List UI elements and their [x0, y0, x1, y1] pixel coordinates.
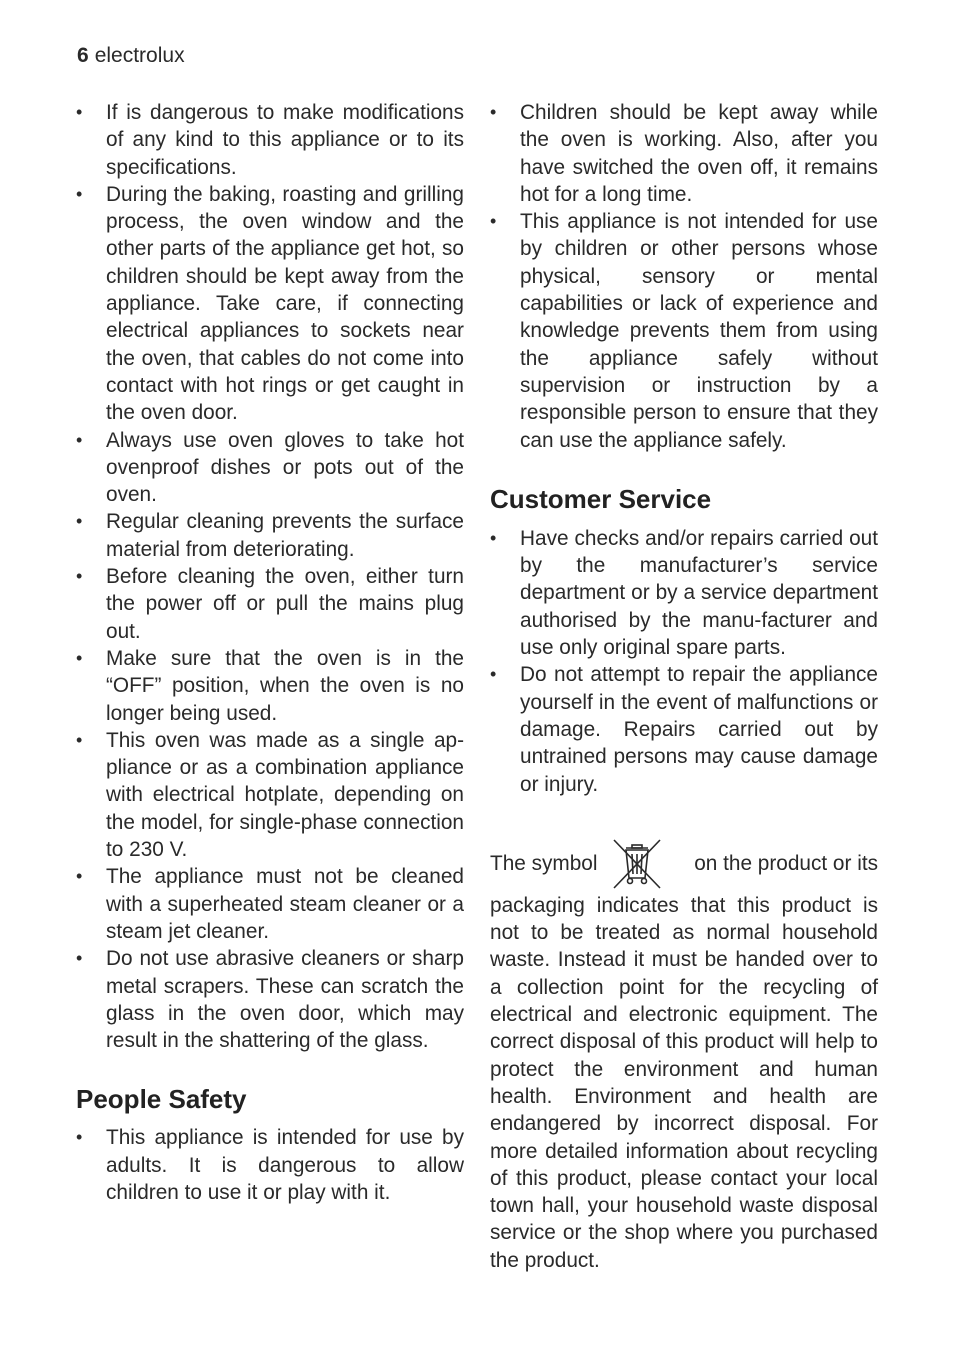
brand-name: electrolux — [94, 44, 185, 67]
list-item: • Have checks and/or repairs carried out by the manufacturer’s service department or by a service department authorised by the manu-facturer and use only original spare parts. — [490, 525, 878, 661]
list-item: • Do not attempt to repair the appliance yourself in the event of malfunctions or damage. Repairs carried out by untrained persons may cause damage or injury. — [490, 661, 878, 797]
children-safety-list — [490, 99, 878, 454]
disposal-symbol-line — [490, 836, 878, 892]
list-item: • Regular cleaning prevents the surface material from deteriorating. — [76, 508, 464, 563]
crossed-out-wheelie-bin-icon — [608, 836, 664, 892]
list-item: • Before cleaning the oven, either turn the power off or pull the mains plug out. — [76, 563, 464, 645]
list-item: • This appliance is intended for use by adults. It is dangerous to allow children to use it or play with it. — [76, 1124, 464, 1206]
list-item: • Make sure that the oven is in the “OFF” position, when the oven is no longer being used. — [76, 645, 464, 727]
list-item: • If is dangerous to make modifications of any kind to this appliance or to its specifications. — [76, 99, 464, 181]
symbol-suffix: on the product or its — [694, 852, 878, 876]
list-item: • This oven was made as a single ap-pliance or as a combination appliance with electrical hotplate, depending on the model, for single-phase connection to 230 V. — [76, 727, 464, 863]
list-item: • The appliance must not be cleaned with a superheated steam cleaner or a steam jet cleaner. — [76, 863, 464, 945]
list-item: • Children should be kept away while the oven is working. Also, after you have switched the oven off, it remains hot for a long time. — [490, 99, 878, 208]
list-item: • Always use oven gloves to take hot ovenproof dishes or pots out of the oven. — [76, 427, 464, 509]
symbol-prefix: The symbol — [490, 852, 598, 876]
list-item: • During the baking, roasting and grilling process, the oven window and the other parts of the appliance get hot, so children should be kept away from the appliance. Take care, if connecting electrical appliances to sockets near the oven, that cables do not come into contact with hot rings or get caught in the oven door. — [76, 181, 464, 427]
page-number: 6 — [77, 44, 89, 67]
left-column — [76, 99, 464, 1206]
customer-service-heading: Customer Service — [490, 483, 712, 514]
safety-bullet-list — [76, 99, 464, 1054]
people-safety-heading: People Safety — [76, 1084, 247, 1115]
customer-service-list — [490, 525, 878, 798]
list-item: • Do not use abrasive cleaners or sharp metal scrapers. These can scratch the glass in the oven door, which may result in the shattering of the glass. — [76, 945, 464, 1054]
page-header — [77, 44, 185, 68]
disposal-paragraph: packaging indicates that this product is not to be treated as normal household waste. Instead it must be handed over to a collection point for the recycling of electrical and electronic equipment. The correct disposal of this product will help to protect the environment and human health. Environment and health are endangered by incorrect disposal. For more detailed information about recycling of this product, please contact your local town hall, your household waste disposal service or the shop where you purchased the product. — [490, 893, 878, 1272]
list-item: • This appliance is not intended for use by children or other persons whose physical, sensory or mental capabilities or lack of experience and knowledge prevents them from using the appliance safely without supervision or instruction by a responsible person to ensure that they can use the appliance safely. — [490, 208, 878, 454]
people-safety-list — [76, 1124, 464, 1206]
right-column — [490, 99, 878, 1274]
